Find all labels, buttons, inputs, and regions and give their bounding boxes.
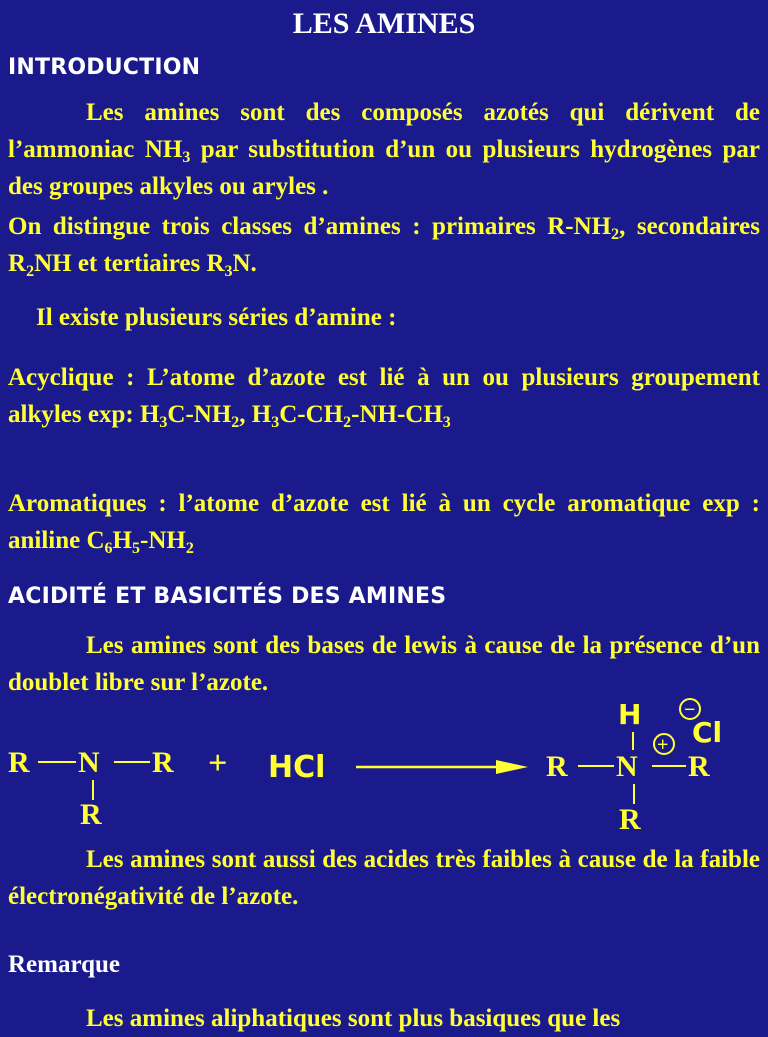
plus-sign: +: [208, 745, 228, 782]
r-bottom-atom: R: [80, 798, 102, 831]
text-run: , H: [239, 401, 272, 428]
r-bottom-product: R: [619, 803, 641, 836]
n-atom-product: N: [616, 750, 638, 783]
subscript: 3: [182, 149, 191, 166]
text-run: C-CH: [279, 401, 344, 428]
intro-paragraph: [8, 94, 760, 205]
remarque-label: Remarque: [8, 951, 121, 978]
text-run: , secondaires R: [8, 213, 760, 277]
subscript: 3: [271, 414, 280, 431]
section-heading-introduction: INTRODUCTION: [8, 55, 201, 80]
negative-charge: −: [684, 699, 696, 721]
text-run: NH et tertiaires R: [34, 250, 225, 277]
section-heading-acidity-basicity: ACIDITÉ ET BASICITÉS DES AMINES: [8, 584, 447, 609]
subscript: 6: [104, 540, 113, 557]
subscript: 2: [611, 226, 620, 243]
text-run: par substitution d’un ou plusieurs hydrogènes par des groupes alkyles ou aryles .: [8, 136, 760, 200]
positive-charge: +: [657, 734, 669, 756]
remarque-paragraph: Les amines aliphatiques sont plus basiques que les: [86, 1005, 621, 1032]
cl-atom: Cl: [692, 716, 723, 749]
subscript: 3: [442, 414, 451, 431]
r-left-atom: R: [8, 746, 30, 779]
r-left-product: R: [546, 750, 568, 783]
hcl-reagent: HCl: [268, 750, 326, 785]
r-right-product: R: [688, 750, 710, 783]
text-run: H: [112, 527, 132, 554]
n-atom-left: N: [78, 746, 100, 779]
r-right-atom: R: [152, 746, 174, 779]
text-run: -NH-CH: [351, 401, 443, 428]
text-run: C-NH: [167, 401, 232, 428]
series-intro-paragraph: Il existe plusieurs séries d’amine :: [36, 304, 397, 331]
text-run: N.: [232, 250, 257, 277]
h-atom: H: [618, 698, 642, 731]
subscript: 2: [185, 540, 194, 557]
subscript: 5: [132, 540, 140, 557]
subscript: 2: [343, 414, 352, 431]
subscript: 2: [26, 263, 35, 280]
reaction-scheme: [0, 696, 768, 836]
aromatic-paragraph: [8, 485, 760, 559]
acyclic-paragraph: [8, 359, 760, 433]
reaction-arrow-head: [496, 760, 528, 774]
text-run: Acyclique : L’atome d’azote est lié à un ou plusieurs groupement alkyles exp: H: [8, 364, 760, 428]
subscript: 3: [159, 414, 168, 431]
text-run: On distingue trois classes d’amines : primaires R-NH: [8, 213, 612, 240]
weak-acid-paragraph: Les amines sont aussi des acides très faibles à cause de la faible électronégativité de l’azote.: [8, 846, 760, 910]
subscript: 3: [224, 263, 233, 280]
text-run: Aromatiques : l’atome d’azote est lié à un cycle aromatique exp : aniline C: [8, 490, 760, 554]
text-run: Les amines sont des composés azotés qui dérivent de l’ammoniac NH: [8, 99, 760, 163]
text-run: -NH: [140, 527, 186, 554]
lewis-base-paragraph: Les amines sont des bases de lewis à cause de la présence d’un doublet libre sur l’azote.: [8, 632, 760, 696]
page-title: LES AMINES: [292, 7, 476, 40]
subscript: 2: [231, 414, 240, 431]
amine-classes-paragraph: [8, 208, 760, 282]
